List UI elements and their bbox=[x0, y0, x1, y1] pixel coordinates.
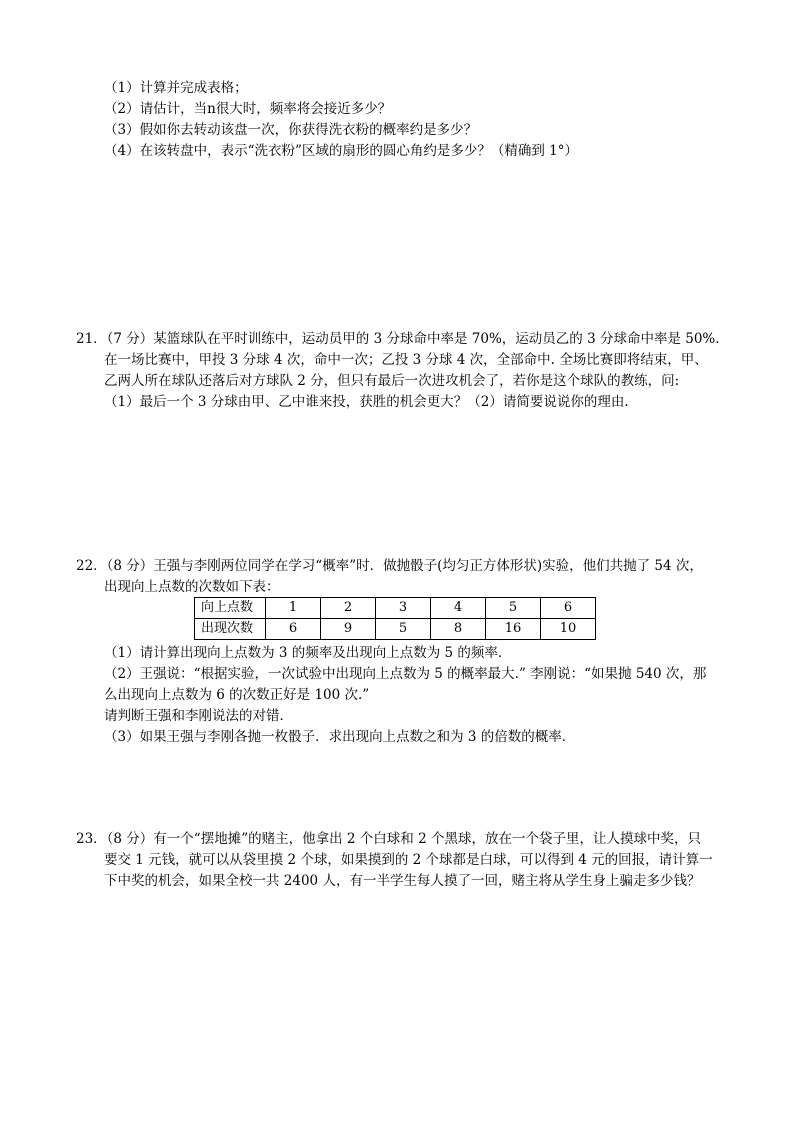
q22-line-5: （3）如果王强与李刚各抛一枚骰子．求出现向上点数之和为 3 的倍数的概率． bbox=[104, 729, 576, 745]
q22-intro-2: 出现向上点数的次数如下表： bbox=[104, 579, 280, 595]
table-cell: 8 bbox=[431, 619, 486, 640]
q20-line-4: （4）在该转盘中，表示“洗衣粉”区域的扇形的圆心角约是多少？（精确到 1°） bbox=[104, 143, 579, 159]
table-cell: 16 bbox=[486, 619, 541, 640]
q20-line-1: （1）计算并完成表格； bbox=[104, 80, 248, 96]
table-cell: 6 bbox=[266, 619, 321, 640]
q22-line-2: （2）王强说：“根据实验，一次试验中出现向上点数为 5 的概率最大.” 李刚说：“如果抛 540 次，那 bbox=[104, 666, 707, 682]
table-cell: 4 bbox=[431, 598, 486, 619]
table-row bbox=[195, 619, 596, 640]
table-header-cell: 向上点数 bbox=[195, 598, 266, 619]
q23-line-2: 要交 1 元钱，就可以从袋里摸 2 个球，如果摸到的 2 个球都是白球，可以得到 4 元的回报，请计算一 bbox=[104, 852, 713, 868]
table-cell: 6 bbox=[541, 598, 596, 619]
q22-line-3: 么出现向上点数为 6 的次数正好是 100 次.” bbox=[104, 687, 370, 703]
table-cell: 10 bbox=[541, 619, 596, 640]
q20-line-3: （3）假如你去转动该盘一次，你获得洗衣粉的概率约是多少？ bbox=[104, 122, 478, 138]
table-header-cell: 出现次数 bbox=[195, 619, 266, 640]
table-cell: 5 bbox=[486, 598, 541, 619]
q23-line-1: 23．（8 分）有一个“摆地摊”的赌主，他拿出 2 个白球和 2 个黑球，放在一个袋子里，让人摸球中奖，只 bbox=[76, 831, 701, 847]
q21-line-4: （1）最后一个 3 分球由甲、乙中谁来投，获胜的机会更大？（2）请简要说说你的理由. bbox=[104, 394, 629, 410]
table-cell: 1 bbox=[266, 598, 321, 619]
table-cell: 3 bbox=[376, 598, 431, 619]
table-cell: 9 bbox=[321, 619, 376, 640]
table-cell: 5 bbox=[376, 619, 431, 640]
q20-line-2: （2）请估计，当n很大时，频率将会接近多少？ bbox=[104, 101, 392, 117]
q23-line-3: 下中奖的机会，如果全校一共 2400 人，有一半学生每人摸了一回，赌主将从学生身上骗走多少钱？ bbox=[104, 873, 701, 889]
q22-line-4: 请判断王强和李刚说法的对错． bbox=[104, 708, 293, 724]
q21-line-1: 21．（7 分）某篮球队在平时训练中，运动员甲的 3 分球命中率是 70%，运动员乙的 3 分球命中率是 50%. bbox=[76, 331, 720, 347]
q21-line-3: 乙两人所在球队还落后对方球队 2 分，但只有最后一次进攻机会了，若你是这个球队的教练，问: bbox=[104, 373, 680, 389]
table-cell: 2 bbox=[321, 598, 376, 619]
q22-intro-1: 22．（8 分）王强与李刚两位同学在学习“概率”时．做抛骰子(均匀正方体形状)实验，他们共抛了 54 次， bbox=[76, 558, 703, 574]
table-row bbox=[195, 598, 596, 619]
q21-line-2: 在一场比赛中，甲投 3 分球 4 次，命中一次；乙投 3 分球 4 次，全部命中. 全场比赛即将结束，甲、 bbox=[104, 352, 708, 368]
q22-line-1: （1）请计算出现向上点数为 3 的频率及出现向上点数为 5 的频率． bbox=[104, 645, 512, 661]
dice-results-table bbox=[194, 597, 596, 640]
